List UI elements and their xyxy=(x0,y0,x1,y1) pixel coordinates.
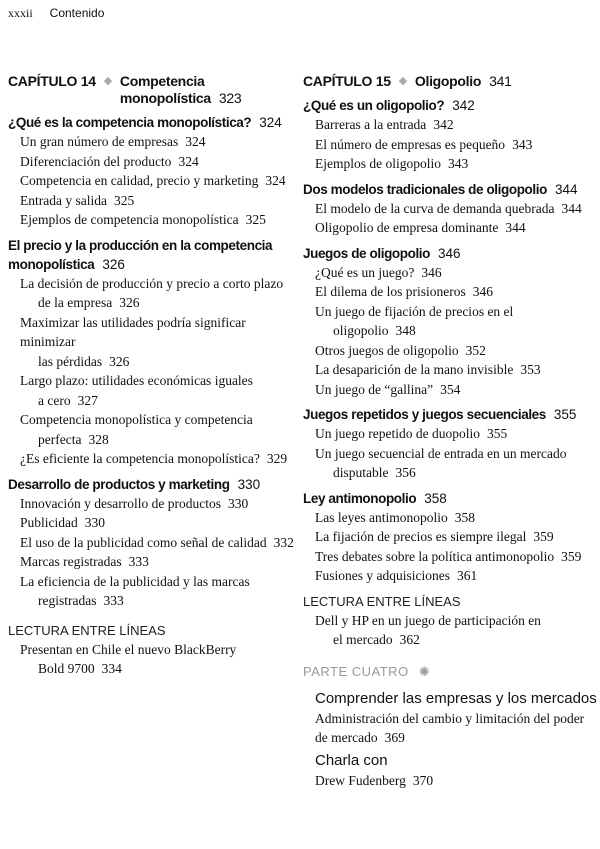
toc-entry xyxy=(8,572,298,611)
chapter-label: CAPÍTULO 14 xyxy=(8,73,96,89)
toc-entry-text: perfecta xyxy=(38,431,82,447)
toc-entry-text: a cero xyxy=(38,392,71,408)
page-ref: 356 xyxy=(395,465,416,480)
toc-entry-line xyxy=(20,552,298,572)
reading-heading-line xyxy=(303,592,600,611)
page-ref: 346 xyxy=(472,284,493,299)
toc-entry xyxy=(303,380,600,400)
toc-entry-line xyxy=(20,494,298,514)
toc-entry-text: Largo plazo: utilidades económicas iguales xyxy=(20,373,253,388)
toc-entry-text: Publicidad xyxy=(20,515,78,530)
talk-label: Charla con xyxy=(315,751,388,769)
toc-entry xyxy=(303,282,600,302)
diamond-icon: ◆ xyxy=(398,75,407,87)
reading-heading xyxy=(303,592,600,611)
page-ref: 330 xyxy=(227,495,249,511)
toc-entry-text: Tres debates sobre la política antimonopolio xyxy=(315,548,555,564)
toc-entry-text: El uso de la publicidad como señal de calidad xyxy=(20,534,267,550)
running-header xyxy=(8,6,104,21)
section-heading-line xyxy=(303,244,600,263)
toc-entry xyxy=(303,360,600,380)
toc-entry-text: El modelo de la curva de demanda quebrada xyxy=(315,200,555,216)
left-column xyxy=(8,73,298,679)
toc-entry-line xyxy=(315,154,600,174)
toc-entry-text: Diferenciación del producto xyxy=(20,153,172,169)
page-ref: 355 xyxy=(553,407,577,422)
toc-entry-line xyxy=(315,611,600,631)
chapter-heading xyxy=(8,73,298,107)
page-ref: 323 xyxy=(218,90,242,106)
page-ref: 369 xyxy=(384,730,405,745)
toc-entry-line xyxy=(20,640,298,660)
toc-entry-line xyxy=(20,352,298,372)
toc-entry-line xyxy=(20,430,298,450)
page-ref: 358 xyxy=(424,490,447,506)
toc-entry xyxy=(303,135,600,155)
toc-entry xyxy=(8,210,298,230)
chapter-title xyxy=(415,73,512,90)
toc-entry xyxy=(303,154,600,174)
toc-entry-text: La desaparición de la mano invisible xyxy=(315,362,514,377)
toc-entry-line xyxy=(315,263,600,283)
toc-entry xyxy=(303,341,600,361)
section-heading xyxy=(8,113,298,132)
page-ref: 332 xyxy=(273,534,294,550)
part-label xyxy=(303,664,600,680)
page-number: xxxii xyxy=(8,6,33,20)
toc-entry-text: La eficiencia de la publicidad y las marcas xyxy=(20,573,250,589)
section-heading xyxy=(303,244,600,263)
reading-heading xyxy=(8,621,298,640)
page-ref: 326 xyxy=(119,295,140,310)
right-column xyxy=(303,73,600,790)
page-ref: 324 xyxy=(265,173,286,188)
toc-entry xyxy=(8,640,298,679)
toc-entry xyxy=(303,444,600,483)
section-heading-line xyxy=(303,489,600,508)
section-heading-line xyxy=(8,255,298,274)
page-ref: 358 xyxy=(454,509,475,525)
toc-entry-line xyxy=(315,321,600,341)
section-heading-line xyxy=(303,96,600,115)
toc-entry-text: Ejemplos de competencia monopolística xyxy=(20,212,239,227)
toc-entry-line xyxy=(20,210,298,230)
part-subtitle-text: de mercado xyxy=(315,730,378,745)
toc-entry-line xyxy=(20,293,298,313)
section-heading xyxy=(303,96,600,115)
chapter-label: CAPÍTULO 15 xyxy=(303,73,391,89)
toc-entry-text: disputable xyxy=(333,465,389,480)
toc-entry-text: Un gran número de empresas xyxy=(20,134,179,149)
page-ref: 333 xyxy=(103,593,124,608)
ornament-icon: ✺ xyxy=(418,663,431,679)
toc-entry-line xyxy=(315,218,600,238)
page-ref: 343 xyxy=(448,156,469,171)
page-ref: 346 xyxy=(438,245,461,261)
part-label-text: PARTE CUATRO xyxy=(303,663,409,679)
toc-entry xyxy=(8,274,298,313)
toc-entry xyxy=(303,302,600,341)
toc-entry-line xyxy=(315,547,600,567)
page-ref: 330 xyxy=(84,515,105,530)
toc-entry-text: Un juego secuencial de entrada en un mercado xyxy=(315,445,567,461)
toc-entry-line xyxy=(315,115,600,135)
section-heading xyxy=(8,475,298,494)
toc-entry-text: Entrada y salida xyxy=(20,192,107,208)
toc-entry-line xyxy=(315,566,600,586)
toc-entry xyxy=(8,171,298,191)
section-heading-text: Dos modelos tradicionales de oligopolio xyxy=(303,181,547,197)
page-ref: 328 xyxy=(88,431,109,447)
toc-entry-line xyxy=(20,533,298,553)
toc-entry-text: de la empresa xyxy=(38,295,113,310)
part-title: Comprender las empresas y los mercados xyxy=(315,689,597,707)
toc-entry xyxy=(8,152,298,172)
toc-entry-line xyxy=(20,513,298,533)
toc-entry-line xyxy=(20,410,298,430)
section-heading-text: Juegos de oligopolio xyxy=(303,245,431,261)
toc-entry xyxy=(303,263,600,283)
page-ref: 359 xyxy=(561,548,582,564)
page-ref: 352 xyxy=(465,342,486,358)
page-ref: 341 xyxy=(489,73,512,89)
section-heading-line xyxy=(8,475,298,494)
section-heading-text: Ley antimonopolio xyxy=(303,490,417,506)
page-ref: 343 xyxy=(512,136,533,152)
toc-entry-line xyxy=(20,313,298,352)
page-ref: 344 xyxy=(505,220,526,235)
toc-entry xyxy=(8,132,298,152)
page-ref: 324 xyxy=(178,153,199,169)
toc-entry-text: ¿Qué es un juego? xyxy=(315,264,415,280)
talk-person xyxy=(303,771,600,791)
page-ref: 333 xyxy=(128,554,149,569)
page-ref: 342 xyxy=(452,98,475,113)
chapter-heading xyxy=(303,73,600,90)
toc-entry-text: Competencia en calidad, precio y marketing xyxy=(20,173,259,188)
toc-entry-text: el mercado xyxy=(333,632,393,647)
chapter-title-line xyxy=(120,90,241,107)
page-ref: 325 xyxy=(245,212,266,227)
chapter-title-line xyxy=(415,73,512,90)
toc-entry xyxy=(8,410,298,449)
toc-entry-line xyxy=(20,591,298,611)
toc-entry-line xyxy=(315,380,600,400)
section-heading xyxy=(8,236,298,274)
toc-entry xyxy=(303,611,600,650)
toc-entry-text: Dell y HP en un juego de participación en xyxy=(315,612,541,628)
toc-entry-line xyxy=(315,135,600,155)
toc-entry-line xyxy=(315,282,600,302)
toc-entry-line xyxy=(315,463,600,483)
toc-entry-line xyxy=(315,360,600,380)
page-ref: 330 xyxy=(237,476,261,492)
page-ref: 324 xyxy=(185,134,206,149)
page-ref: 344 xyxy=(561,200,582,216)
toc-entry-line xyxy=(20,572,298,592)
toc-entry-text: las pérdidas xyxy=(38,353,103,369)
toc-entry xyxy=(8,513,298,533)
page-ref: 344 xyxy=(554,181,578,197)
reading-heading-text: LECTURA ENTRE LÍNEAS xyxy=(8,622,166,638)
section-heading-line xyxy=(303,180,600,199)
chapter-title xyxy=(120,73,241,107)
toc-entry-text: Un juego de fijación de precios en el xyxy=(315,303,514,319)
toc-entry-text: ¿Es eficiente la competencia monopolística? xyxy=(20,451,260,466)
section-heading-text: ¿Qué es la competencia monopolística? xyxy=(8,115,252,130)
section-heading xyxy=(303,180,600,199)
section-heading-line xyxy=(8,113,298,132)
toc-entry-text: El dilema de los prisioneros xyxy=(315,284,466,299)
section-heading-text: ¿Qué es un oligopolio? xyxy=(303,98,445,113)
toc-entry-text: Otros juegos de oligopolio xyxy=(315,342,459,358)
toc-entry-text: Un juego repetido de duopolio xyxy=(315,426,480,441)
toc-entry-text: Barreras a la entrada xyxy=(315,117,427,132)
page-ref: 326 xyxy=(102,256,125,272)
running-title: Contenido xyxy=(49,6,105,20)
page-ref: 324 xyxy=(259,115,282,130)
toc-entry xyxy=(303,115,600,135)
page-ref: 361 xyxy=(457,568,478,583)
toc-entry xyxy=(8,552,298,572)
toc-entry-text: Las leyes antimonopolio xyxy=(315,509,448,525)
page-ref: 348 xyxy=(395,323,416,338)
toc-entry-line xyxy=(20,391,298,411)
talk-person-name: Drew Fudenberg xyxy=(315,772,406,788)
toc-entry xyxy=(8,494,298,514)
toc-entry xyxy=(303,508,600,528)
section-heading-text: El precio y la producción en la competencia xyxy=(8,237,273,253)
toc-entry-line xyxy=(20,191,298,211)
toc-entry-text: La decisión de producción y precio a corto plazo xyxy=(20,275,284,291)
toc-entry-line xyxy=(315,199,600,219)
toc-entry-line xyxy=(20,132,298,152)
page-ref: 327 xyxy=(77,392,98,408)
page-ref: 359 xyxy=(533,529,554,544)
section-heading xyxy=(303,489,600,508)
diamond-icon: ◆ xyxy=(103,75,112,87)
toc-entry-line xyxy=(315,341,600,361)
toc-entry-text: Ejemplos de oligopolio xyxy=(315,156,441,171)
part-subtitle xyxy=(303,709,600,748)
reading-heading-text: LECTURA ENTRE LÍNEAS xyxy=(303,593,461,609)
toc-entry xyxy=(303,527,600,547)
toc-entry-line xyxy=(315,424,600,444)
toc-entry-text: Marcas registradas xyxy=(20,554,122,569)
toc-entry-line xyxy=(20,274,298,294)
chapter-title-text: Competencia xyxy=(119,73,205,89)
page-ref: 342 xyxy=(433,117,454,132)
chapter-title-text: monopolística xyxy=(119,90,211,106)
section-heading-line xyxy=(8,236,298,255)
page-ref: 334 xyxy=(101,661,122,676)
toc-entry-text: Competencia monopolística y competencia xyxy=(20,412,253,427)
toc-entry-line xyxy=(20,171,298,191)
toc-entry-line xyxy=(20,371,298,391)
page-ref: 346 xyxy=(421,264,442,280)
toc-entry-line xyxy=(315,630,600,650)
page-ref: 353 xyxy=(520,362,541,377)
toc-entry-text: Fusiones y adquisiciones xyxy=(315,568,450,583)
chapter-title-text: Oligopolio xyxy=(414,73,482,89)
toc-entry-text: Oligopolio de empresa dominante xyxy=(315,220,499,235)
toc-entry xyxy=(8,313,298,372)
toc-entry xyxy=(303,566,600,586)
page-ref: 326 xyxy=(109,353,130,369)
part-subtitle-line xyxy=(315,728,600,748)
toc-entry-text: Maximizar las utilidades podría significar minimizar xyxy=(20,314,246,349)
section-heading-text: Desarrollo de productos y marketing xyxy=(8,476,230,492)
page-ref: 370 xyxy=(412,772,434,788)
part-subtitle-line: Administración del cambio y limitación del poder xyxy=(315,710,585,726)
page-ref: 354 xyxy=(440,381,461,397)
toc-entry xyxy=(303,199,600,219)
page-ref: 329 xyxy=(266,451,288,466)
toc-entry-text: Un juego de “gallina” xyxy=(315,381,434,397)
toc-entry-line xyxy=(315,508,600,528)
toc-entry-text: Innovación y desarrollo de productos xyxy=(20,495,221,511)
toc-entry-text: La fijación de precios es siempre ilegal xyxy=(315,529,527,544)
toc-entry-text: oligopolio xyxy=(333,323,389,338)
toc-entry-line xyxy=(315,444,600,464)
toc-entry-line xyxy=(20,449,298,469)
toc-entry-text: El número de empresas es pequeño xyxy=(315,136,506,152)
toc-entry xyxy=(303,424,600,444)
toc-entry-line xyxy=(315,302,600,322)
section-heading xyxy=(303,405,600,424)
page-ref: 362 xyxy=(399,632,420,647)
section-heading-text: Juegos repetidos y juegos secuenciales xyxy=(303,407,546,422)
toc-entry-line xyxy=(20,152,298,172)
toc-entry xyxy=(303,218,600,238)
toc-entry-line xyxy=(315,527,600,547)
toc-entry xyxy=(8,371,298,410)
toc-entry-text: Presentan en Chile el nuevo BlackBerry xyxy=(20,641,237,657)
toc-entry xyxy=(303,547,600,567)
toc-entry-text: registradas xyxy=(38,593,97,608)
toc-entry-line xyxy=(20,659,298,679)
page-ref: 355 xyxy=(486,426,508,441)
toc-entry-text: Bold 9700 xyxy=(38,661,95,676)
page-ref: 325 xyxy=(113,192,135,208)
toc-entry xyxy=(8,191,298,211)
reading-heading-line xyxy=(8,621,298,640)
toc-entry xyxy=(8,533,298,553)
section-heading-line xyxy=(303,405,600,424)
toc-entry xyxy=(8,449,298,469)
section-heading-text: monopolística xyxy=(8,256,95,272)
chapter-title-line xyxy=(120,73,241,90)
